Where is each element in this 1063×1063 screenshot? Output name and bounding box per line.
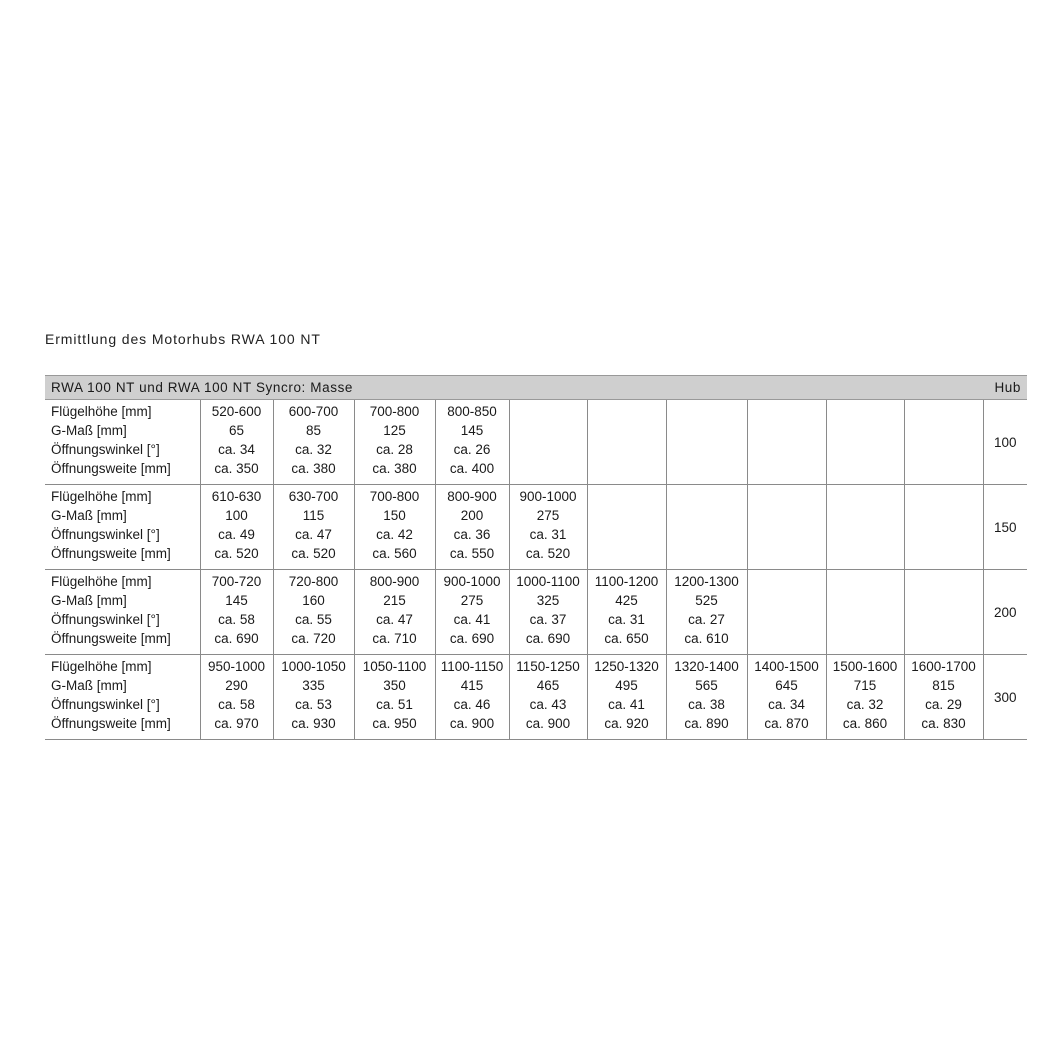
cell-value: 720-800 <box>288 574 339 589</box>
cell-value: 100 <box>225 508 248 523</box>
cell-value <box>827 459 904 478</box>
cell-value: ca. 930 <box>291 716 336 731</box>
cell-value: ca. 53 <box>295 697 332 712</box>
cell-value: 1400-1500 <box>754 659 819 674</box>
value-cell <box>826 570 904 655</box>
cell-value: 1150-1250 <box>516 659 580 674</box>
row-labels <box>45 655 200 740</box>
cell-value <box>905 629 983 648</box>
value-cell <box>904 570 983 655</box>
cell-value <box>748 591 826 610</box>
cell-value <box>510 402 587 421</box>
cell-value <box>827 525 904 544</box>
cell-value <box>748 572 826 591</box>
row-label: Flügelhöhe [mm] <box>51 574 152 589</box>
value-cell <box>904 400 983 485</box>
cell-value <box>588 421 666 440</box>
cell-value: 1100-1200 <box>594 574 659 589</box>
cell-value: ca. 42 <box>376 527 413 542</box>
cell-value: ca. 970 <box>214 716 259 731</box>
cell-value <box>748 421 826 440</box>
cell-value: 600-700 <box>288 404 339 419</box>
cell-value <box>667 402 747 421</box>
cell-value: ca. 690 <box>449 631 495 646</box>
row-label: G-Maß [mm] <box>51 678 127 693</box>
table-row <box>45 655 1027 740</box>
table-header-hub: Hub <box>983 376 1027 400</box>
cell-value <box>510 421 587 440</box>
value-cell <box>435 485 509 570</box>
cell-value: ca. 34 <box>768 697 805 712</box>
row-label: Öffnungsweite [mm] <box>51 716 171 731</box>
cell-value <box>827 629 904 648</box>
cell-value: 1000-1050 <box>281 659 346 674</box>
cell-value <box>827 610 904 629</box>
cell-value: 85 <box>305 423 322 438</box>
cell-value <box>667 544 747 563</box>
cell-value <box>827 487 904 506</box>
value-cell <box>509 485 587 570</box>
hub-value: 100 <box>983 400 1027 485</box>
cell-value: 275 <box>460 593 484 608</box>
cell-value: ca. 47 <box>376 612 413 627</box>
cell-value <box>905 459 983 478</box>
cell-value: 145 <box>460 423 484 438</box>
cell-value: ca. 31 <box>608 612 645 627</box>
cell-value: ca. 43 <box>529 697 567 712</box>
cell-value: 325 <box>536 593 560 608</box>
cell-value: 1600-1700 <box>911 659 976 674</box>
cell-value <box>667 525 747 544</box>
value-cell <box>354 655 435 740</box>
cell-value: ca. 950 <box>372 716 417 731</box>
value-cell <box>666 400 747 485</box>
value-cell <box>666 655 747 740</box>
cell-value: ca. 350 <box>214 461 259 476</box>
row-labels <box>45 400 200 485</box>
cell-value <box>510 440 587 459</box>
row-label: Öffnungsweite [mm] <box>51 631 171 646</box>
cell-value: ca. 31 <box>529 527 567 542</box>
cell-value: 800-850 <box>447 404 497 419</box>
row-label: G-Maß [mm] <box>51 508 127 523</box>
value-cell <box>826 485 904 570</box>
row-label: Flügelhöhe [mm] <box>51 404 152 419</box>
row-labels <box>45 485 200 570</box>
value-cell <box>200 570 273 655</box>
value-cell <box>904 655 983 740</box>
cell-value: 160 <box>302 593 325 608</box>
cell-value: 800-900 <box>447 489 497 504</box>
cell-value: 200 <box>460 508 484 523</box>
cell-value: 645 <box>775 678 798 693</box>
cell-value <box>748 459 826 478</box>
cell-value: 150 <box>383 508 406 523</box>
cell-value: 700-800 <box>369 489 420 504</box>
value-cell <box>273 570 354 655</box>
cell-value: 1100-1150 <box>440 659 504 674</box>
cell-value: ca. 37 <box>529 612 567 627</box>
cell-value: ca. 51 <box>376 697 413 712</box>
value-cell <box>826 400 904 485</box>
cell-value: ca. 27 <box>688 612 725 627</box>
value-cell <box>354 400 435 485</box>
value-cell <box>587 485 666 570</box>
cell-value: 610-630 <box>211 489 262 504</box>
cell-value: 145 <box>225 593 248 608</box>
hub-value: 200 <box>983 570 1027 655</box>
cell-value: ca. 26 <box>453 442 491 457</box>
cell-value: 630-700 <box>288 489 339 504</box>
value-cell <box>509 655 587 740</box>
value-cell <box>200 655 273 740</box>
cell-value <box>667 421 747 440</box>
cell-value: ca. 520 <box>214 546 259 561</box>
cell-value: ca. 36 <box>453 527 491 542</box>
cell-value <box>667 506 747 525</box>
value-cell <box>587 570 666 655</box>
cell-value: 125 <box>383 423 406 438</box>
cell-value: ca. 520 <box>291 546 336 561</box>
cell-value: ca. 720 <box>291 631 336 646</box>
cell-value: ca. 860 <box>842 716 888 731</box>
row-labels <box>45 570 200 655</box>
value-cell <box>354 570 435 655</box>
cell-value: 700-800 <box>369 404 420 419</box>
cell-value <box>905 544 983 563</box>
cell-value <box>588 402 666 421</box>
cell-value: 700-720 <box>211 574 262 589</box>
cell-value: 520-600 <box>211 404 262 419</box>
value-cell <box>354 485 435 570</box>
cell-value: ca. 890 <box>684 716 729 731</box>
cell-value: 65 <box>228 423 245 438</box>
cell-value <box>905 487 983 506</box>
value-cell <box>200 400 273 485</box>
value-cell <box>509 570 587 655</box>
cell-value: ca. 900 <box>525 716 571 731</box>
document-title: Ermittlung des Motorhubs RWA 100 NT <box>45 331 321 347</box>
cell-value: 565 <box>695 678 718 693</box>
cell-value: ca. 520 <box>525 546 571 561</box>
cell-value <box>905 402 983 421</box>
cell-value <box>827 440 904 459</box>
cell-value: 275 <box>536 508 560 523</box>
cell-value <box>748 487 826 506</box>
cell-value <box>905 506 983 525</box>
row-label: Öffnungswinkel [°] <box>51 697 160 712</box>
cell-value <box>588 487 666 506</box>
value-cell <box>587 400 666 485</box>
cell-value: ca. 38 <box>688 697 725 712</box>
cell-value: ca. 41 <box>453 612 491 627</box>
value-cell <box>435 655 509 740</box>
cell-value <box>748 544 826 563</box>
table-row <box>45 400 1027 485</box>
value-cell <box>273 485 354 570</box>
row-label: Flügelhöhe [mm] <box>51 659 152 674</box>
cell-value <box>905 440 983 459</box>
cell-value: ca. 380 <box>291 461 336 476</box>
cell-value <box>827 572 904 591</box>
cell-value: ca. 550 <box>449 546 495 561</box>
cell-value: ca. 41 <box>608 697 645 712</box>
cell-value: ca. 58 <box>218 697 255 712</box>
cell-value: 950-1000 <box>207 659 266 674</box>
value-cell <box>904 485 983 570</box>
row-label: G-Maß [mm] <box>51 423 127 438</box>
cell-value: ca. 830 <box>921 716 966 731</box>
cell-value <box>827 421 904 440</box>
cell-value <box>905 421 983 440</box>
cell-value <box>748 506 826 525</box>
value-cell <box>747 655 826 740</box>
cell-value: ca. 690 <box>214 631 259 646</box>
cell-value: ca. 28 <box>376 442 413 457</box>
cell-value: ca. 560 <box>372 546 417 561</box>
row-label: Flügelhöhe [mm] <box>51 489 152 504</box>
row-label: Öffnungsweite [mm] <box>51 546 171 561</box>
cell-value: ca. 900 <box>449 716 495 731</box>
row-label: Öffnungswinkel [°] <box>51 612 160 627</box>
cell-value: 290 <box>225 678 248 693</box>
table-header-title: RWA 100 NT und RWA 100 NT Syncro: Masse <box>45 376 983 400</box>
table-row <box>45 485 1027 570</box>
value-cell <box>666 570 747 655</box>
cell-value <box>905 591 983 610</box>
cell-value <box>588 544 666 563</box>
cell-value: 715 <box>853 678 877 693</box>
cell-value: ca. 920 <box>604 716 649 731</box>
cell-value <box>905 525 983 544</box>
cell-value <box>748 402 826 421</box>
cell-value <box>588 525 666 544</box>
cell-value: 815 <box>932 678 955 693</box>
cell-value: 1000-1100 <box>516 574 580 589</box>
hub-value: 150 <box>983 485 1027 570</box>
cell-value: ca. 870 <box>764 716 809 731</box>
cell-value <box>827 544 904 563</box>
row-label: Öffnungswinkel [°] <box>51 527 160 542</box>
cell-value: 900-1000 <box>443 574 501 589</box>
cell-value: ca. 55 <box>295 612 332 627</box>
cell-value: 335 <box>302 678 325 693</box>
value-cell <box>587 655 666 740</box>
cell-value: ca. 49 <box>218 527 255 542</box>
value-cell <box>747 485 826 570</box>
cell-value: 1250-1320 <box>594 659 659 674</box>
cell-value: 525 <box>695 593 718 608</box>
cell-value: ca. 58 <box>218 612 255 627</box>
cell-value: 215 <box>383 593 406 608</box>
cell-value: 1050-1100 <box>362 659 427 674</box>
value-cell <box>747 400 826 485</box>
cell-value <box>510 459 587 478</box>
cell-value: ca. 400 <box>449 461 495 476</box>
cell-value: 495 <box>615 678 638 693</box>
value-cell <box>435 570 509 655</box>
cell-value: 1500-1600 <box>832 659 898 674</box>
cell-value <box>667 459 747 478</box>
value-cell <box>273 655 354 740</box>
value-cell <box>200 485 273 570</box>
cell-value: ca. 710 <box>372 631 417 646</box>
cell-value <box>667 487 747 506</box>
cell-value <box>748 610 826 629</box>
value-cell <box>509 400 587 485</box>
cell-value: 465 <box>536 678 560 693</box>
cell-value <box>827 402 904 421</box>
row-label: Öffnungsweite [mm] <box>51 461 171 476</box>
cell-value <box>588 459 666 478</box>
cell-value: ca. 46 <box>453 697 491 712</box>
cell-value <box>827 506 904 525</box>
cell-value: ca. 690 <box>525 631 571 646</box>
value-cell <box>747 570 826 655</box>
cell-value: 1320-1400 <box>674 659 739 674</box>
cell-value: 415 <box>460 678 484 693</box>
cell-value: 425 <box>615 593 638 608</box>
cell-value: ca. 47 <box>295 527 332 542</box>
cell-value: ca. 32 <box>846 697 884 712</box>
value-cell <box>273 400 354 485</box>
cell-value <box>588 440 666 459</box>
cell-value <box>588 506 666 525</box>
row-label: G-Maß [mm] <box>51 593 127 608</box>
cell-value <box>905 610 983 629</box>
cell-value: 800-900 <box>369 574 420 589</box>
cell-value <box>748 525 826 544</box>
table-row <box>45 570 1027 655</box>
cell-value <box>827 591 904 610</box>
motor-stroke-table <box>45 375 1027 740</box>
cell-value <box>905 572 983 591</box>
cell-value: 115 <box>302 508 325 523</box>
cell-value: ca. 34 <box>218 442 255 457</box>
cell-value <box>667 440 747 459</box>
cell-value: 900-1000 <box>519 489 577 504</box>
table-header-row <box>45 376 1027 400</box>
cell-value: ca. 380 <box>372 461 417 476</box>
cell-value: ca. 610 <box>684 631 729 646</box>
cell-value: 1200-1300 <box>674 574 739 589</box>
value-cell <box>826 655 904 740</box>
cell-value: ca. 32 <box>295 442 332 457</box>
cell-value: 350 <box>383 678 406 693</box>
hub-value: 300 <box>983 655 1027 740</box>
cell-value <box>748 629 826 648</box>
row-label: Öffnungswinkel [°] <box>51 442 160 457</box>
value-cell <box>435 400 509 485</box>
cell-value: ca. 650 <box>604 631 649 646</box>
value-cell <box>666 485 747 570</box>
cell-value <box>748 440 826 459</box>
cell-value: ca. 29 <box>925 697 962 712</box>
